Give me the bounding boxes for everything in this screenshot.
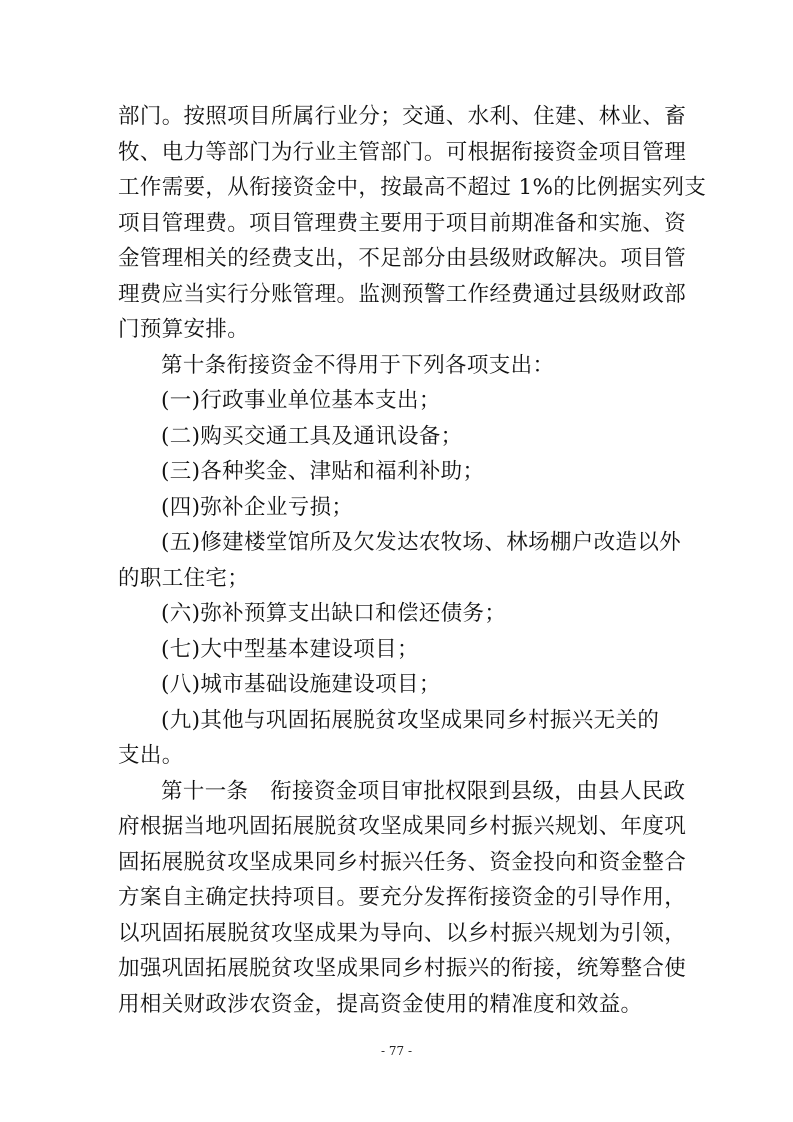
list-item-1: (一)行政事业单位基本支出；: [161, 388, 441, 413]
list-item-9-continued: 支出。: [118, 743, 184, 768]
text-line: 加强巩固拓展脱贫攻坚成果同乡村振兴的衔接，统筹整合使: [118, 956, 687, 981]
list-item-5: (五)修建楼堂馆所及欠发达农牧场、林场棚户改造以外: [161, 530, 682, 555]
list-item-7: (七)大中型基本建设项目；: [161, 636, 419, 662]
text-line: 部门。按照项目所属行业分；交通、水利、住建、林业、畜: [118, 104, 687, 129]
list-item-4: (四)弥补企业亏损；: [161, 494, 354, 520]
text-line: 固拓展脱贫攻坚成果同乡村振兴任务、资金投向和资金整合: [118, 849, 687, 875]
list-item-2: (二)购买交通工具及通讯设备；: [161, 423, 463, 449]
text-line: 门预算安排。: [118, 317, 250, 342]
body-text: [118, 99, 707, 1022]
page-number: - 77 -: [380, 1044, 412, 1058]
text-line: 牧、电力等部门为行业主管部门。可根据衔接资金项目管理: [118, 139, 687, 165]
text-line: 府根据当地巩固拓展脱贫攻坚成果同乡村振兴规划、年度巩: [118, 814, 687, 839]
text-line: 工作需要，从衔接资金中，按最高不超过 1%的比例据实列支: [118, 175, 707, 200]
list-item-8: (八)城市基础设施建设项目；: [161, 672, 441, 697]
text-line: 用相关财政涉农资金，提高资金使用的精准度和效益。: [118, 991, 643, 1017]
text-line: 方案自主确定扶持项目。要充分发挥衔接资金的引导作用，: [118, 885, 687, 910]
text-line: 以巩固拓展脱贫攻坚成果为导向、以乡村振兴规划为引领，: [118, 920, 687, 946]
list-item-3: (三)各种奖金、津贴和福利补助；: [161, 459, 485, 484]
text-line: 理费应当实行分账管理。监测预警工作经费通过县级财政部: [118, 281, 687, 307]
article-11-heading: 第十一条 衔接资金项目审批权限到县级，由县人民政: [161, 778, 686, 804]
list-item-9: (九)其他与巩固拓展脱贫攻坚成果同乡村振兴无关的: [161, 707, 660, 733]
text-line: 金管理相关的经费支出，不足部分由县级财政解决。项目管: [118, 246, 687, 271]
text-line: 项目管理费。项目管理费主要用于项目前期准备和实施、资: [118, 210, 687, 236]
article-10-heading: 第十条衔接资金不得用于下列各项支出：: [161, 352, 555, 378]
list-item-6: (六)弥补预算支出缺口和偿还债务；: [161, 601, 507, 626]
list-item-5-continued: 的职工住宅；: [118, 565, 250, 591]
